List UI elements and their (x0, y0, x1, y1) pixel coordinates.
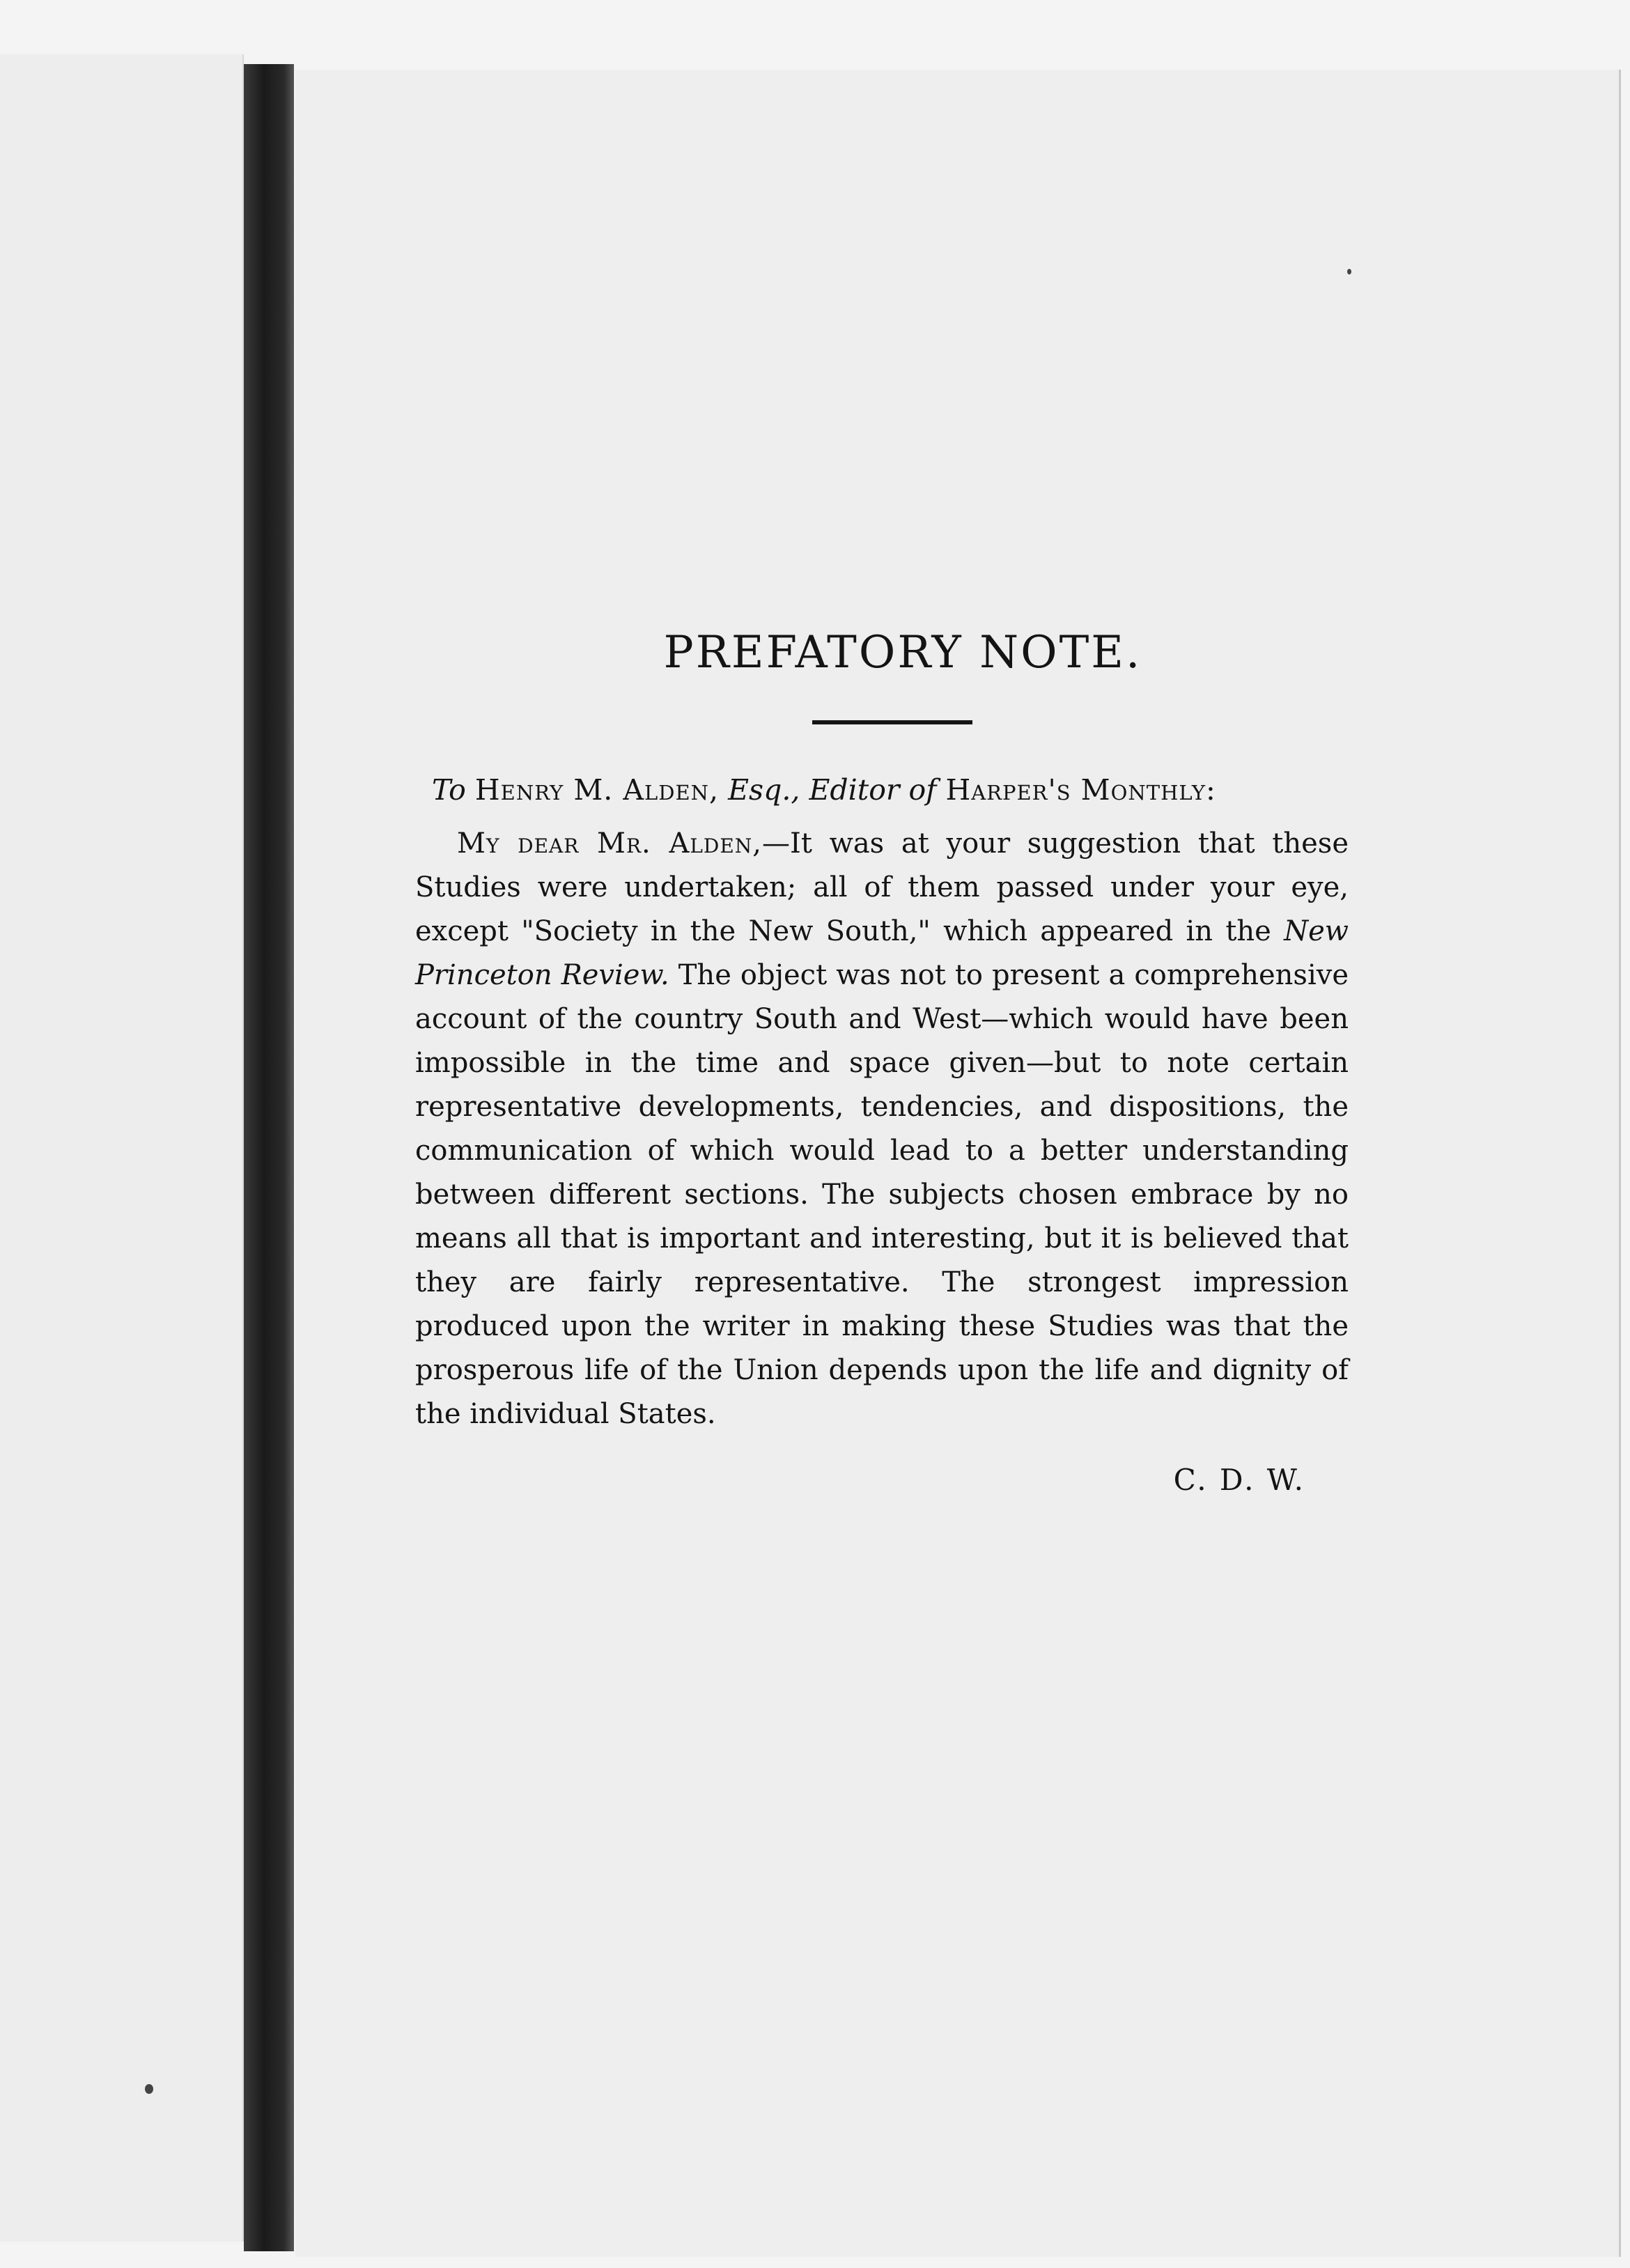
paper-speck (145, 2084, 153, 2094)
title-rule (812, 720, 972, 724)
magazine-name: Harper's Monthly (945, 773, 1206, 807)
left-facing-page (0, 54, 244, 2242)
addressee-esq: Esq., (728, 773, 800, 807)
body-part-1: —It was at your suggestion that these Studies were undertaken; all of them passed under your eye, except "Society in the New South," which appeared in the (415, 828, 1349, 947)
editor-of: Editor of (809, 773, 937, 807)
salutation-line (432, 769, 1349, 811)
journal-title: New Princeton Review. (415, 915, 1349, 991)
book-gutter (244, 64, 294, 2251)
salutation-to: To (432, 773, 466, 807)
signature: C. D. W. (1173, 1463, 1305, 1497)
addressee-name: Henry M. Alden, (474, 773, 720, 807)
paper-speck (1347, 269, 1351, 274)
prefatory-note (415, 627, 1349, 1497)
greeting: My dear Mr. Alden, (457, 828, 763, 860)
page-title: PREFATORY NOTE. (663, 627, 1142, 678)
body-part-2: The object was not to present a comprehensive account of the country South and West—which would have been impossible in the time and space given—but to note certain representative developments, tendencies, and dispositions, the communication of which would lead to a better understanding between different sections. The subjects chosen embrace by no means all that is important and interesting, but it is believed that they are fairly representative. The strongest impression produced upon the writer in making these Studies was that the prosperous life of the Union depends upon the life and dignity of the individual States. (415, 959, 1349, 1430)
salutation-colon: : (1205, 773, 1216, 807)
body-paragraph (415, 822, 1349, 1436)
